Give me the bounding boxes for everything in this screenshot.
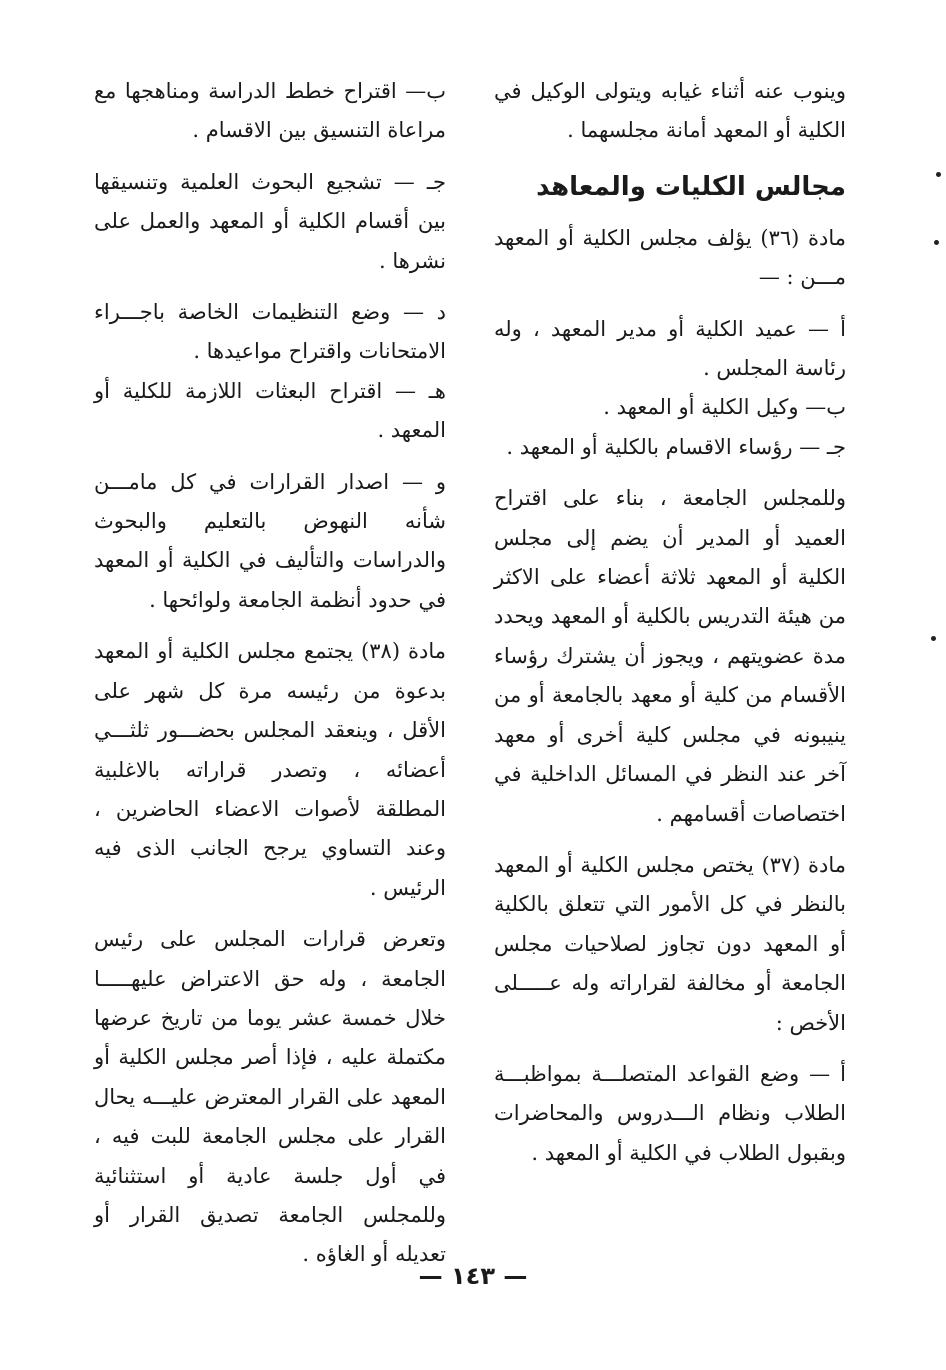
paragraph: وللمجلس الجامعة ، بناء على اقتراح العميد أو المدير أن يضم إلى مجلس الكلية أو المعهد ثلاثة أعضاء على الاكثر من هيئة التدريس بالكلية أو المعهد ويحدد مدة عضويتهم ، ويجوز أن يشترك رؤساء الأقسام من كلية أو معهد بالجامعة أو من ينيبونه في مجلس كلية أخرى أو معهد آخر عند النظر في المسائل الداخلية في اختصاصات أقسامهم . — [494, 486, 846, 826]
list-item: جـ — تشجيع البحوث العلمية وتنسيقها بين أقسام الكلية أو المعهد والعمل على نشرها . — [94, 169, 446, 273]
list-item: ب— وكيل الكلية أو المعهد . — [603, 395, 846, 420]
margin-mark — [934, 240, 939, 245]
margin-mark — [931, 636, 936, 641]
paragraph: وتعرض قرارات المجلس على رئيس الجامعة ، وله حق الاعتراض عليهـــــا خلال خمسة عشر يوما من تاريخ عرضها مكتملة عليه ، فإذا أصر مجلس الكلية أو المعهد على القرار المعترض عليـــه يحال القرار على مجلس الجامعة للبت فيه ، في أول جلسة عادية أو استثنائية وللمجلس الجامعة تصديق القرار أو تعديله أو الغاؤه . — [94, 927, 446, 1267]
list-item: ب— اقتراح خطط الدراسة ومناهجها مع مراعاة التنسيق بين الاقسام . — [94, 79, 446, 143]
list-item: و — اصدار القرارات في كل مامـــن شأنه النهوض بالتعليم والبحوث والدراسات والتأليف في الكلية أو المعهد في حدود أنظمة الجامعة ولوائحها . — [94, 469, 446, 612]
article-36: مادة (٣٦) يؤلف مجلس الكلية أو المعهد مـــن : — — [494, 225, 846, 290]
page-number: — ١٤٣ — — [418, 1262, 528, 1290]
list-item: د — وضع التنظيمات الخاصة باجـــراء الامتحانات واقتراح مواعيدها . — [94, 300, 446, 364]
left-column — [94, 72, 446, 1287]
list-item: أ — وضع القواعد المتصلـــة بمواظبـــة الطلاب ونظام الـــدروس والمحاضرات وبقبول الطلاب في الكلية أو المعهد . — [494, 1061, 846, 1165]
list-item: أ — عميد الكلية أو مدير المعهد ، وله رئاسة المجلس . — [494, 316, 846, 381]
list-item: جـ — رؤساء الاقسام بالكلية أو المعهد . — [506, 434, 846, 459]
section-heading: مجالس الكليات والمعاهد — [536, 171, 846, 202]
article-37: مادة (٣٧) يختص مجلس الكلية أو المعهد بالنظر في كل الأمور التي تتعلق بالكلية أو المعهد دون تجاوز لصلاحيات مجلس الجامعة أو مخالفة لقراراته وله عـــــلى الأخص : — [494, 852, 846, 1035]
article-38: مادة (٣٨) يجتمع مجلس الكلية أو المعهد بدعوة من رئيسه مرة كل شهر على الأقل ، وينعقد المجلس بحضـــور ثلثـــي أعضائه ، وتصدر قراراته بالاغلبية المطلقة لأصوات الاعضاء الحاضرين ، وعند التساوي يرجح الجانب الذى فيه الرئيس . — [94, 639, 447, 900]
margin-mark — [936, 172, 941, 177]
list-item: هـ — اقتراح البعثات اللازمة للكلية أو المعهد . — [94, 378, 446, 443]
right-column — [494, 72, 846, 1185]
paragraph: وينوب عنه أثناء غيابه ويتولى الوكيل في الكلية أو المعهد أمانة مجلسهما . — [494, 79, 846, 143]
